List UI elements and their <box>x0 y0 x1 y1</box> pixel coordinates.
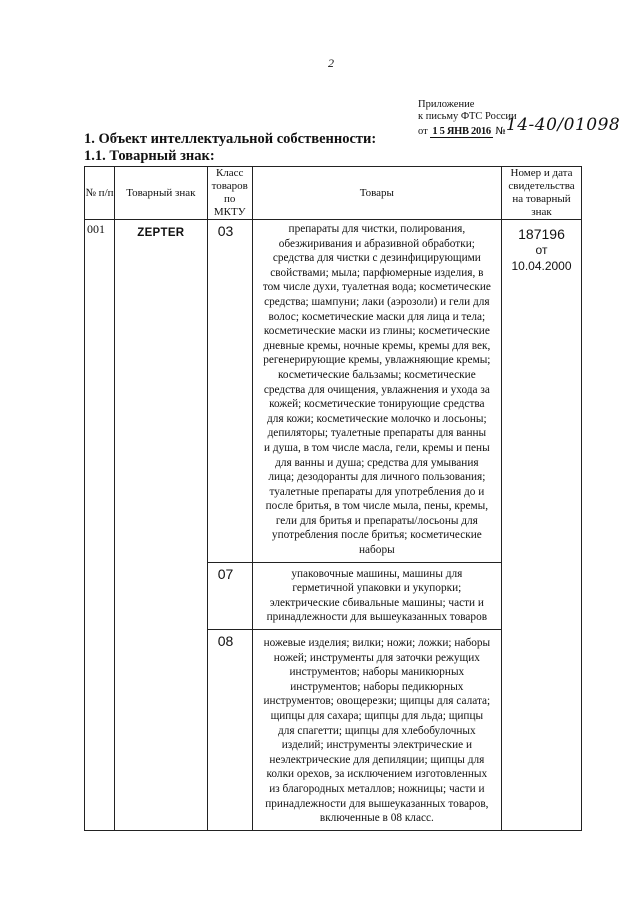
goods-line: депиляторы; туалетные препараты для ванны <box>267 427 487 440</box>
goods-line: изделий; инструменты электрические и <box>281 739 472 752</box>
trademark-cell <box>114 220 207 831</box>
goods-line: неэлектрические для депиляции; щипцы для <box>269 753 485 766</box>
goods-line: косметические бальзамы; косметические <box>277 368 476 381</box>
header-class: Класс товаров по МКТУ <box>207 167 252 220</box>
appendix-date: 1 5 ЯНВ 2016 <box>432 126 491 137</box>
goods-line: для кожи; косметические молочко и лосьоны; <box>267 412 487 425</box>
goods-line: щипцы для сахара; щипцы для льда; щипцы <box>270 710 484 722</box>
goods-line: наборы <box>359 544 395 557</box>
goods-line: после бритья, в том числе мыла, пены, кремы, <box>265 500 489 513</box>
goods-line: для ванны и душа; средства для умывания <box>275 456 479 469</box>
goods-line: для спагетти; щипцы для хлебобулочных <box>278 724 476 737</box>
header-num: № п/п <box>85 167 115 220</box>
header-goods: Товары <box>252 167 501 220</box>
header-mark: Товарный знак <box>114 167 207 220</box>
goods-line: инструментов; наборы педикюрных <box>290 680 464 693</box>
goods-line: свойствами; мыла; парфюмерные изделия, в <box>270 266 484 279</box>
goods-line: средства; шампуни; лаки (аэрозоли) и гели для <box>264 295 490 308</box>
appendix-letter-ref: к письму ФТС России <box>418 111 517 122</box>
certificate-date: 10.04.2000 <box>511 259 572 273</box>
class-number: 07 <box>207 562 252 629</box>
goods-line: препараты для чистки, полирования, <box>288 223 466 235</box>
goods-list <box>252 220 501 563</box>
goods-line: гели для бритья и препараты/лосьоны для <box>275 514 478 527</box>
certificate-from: от <box>535 243 548 257</box>
subsection-heading: 1.1. Товарный знак: <box>84 148 215 164</box>
goods-line: дневные кремы, ночные кремы, кремы для век, <box>263 339 491 352</box>
goods-line: средства для чистки с дезинфицирующими <box>272 252 481 265</box>
goods-line: включенные в 08 класс. <box>319 812 434 825</box>
goods-line: туалетные препараты для употребления до и <box>269 485 485 498</box>
table-row <box>85 220 582 563</box>
table-header-row <box>85 167 582 220</box>
goods-line: принадлежности для вышеуказанных товаров <box>266 611 488 624</box>
goods-line: том числе духи, туалетная вода; косметические <box>262 281 491 294</box>
goods-list <box>252 630 501 831</box>
class-number: 03 <box>207 220 252 563</box>
appendix-no-label: № <box>495 126 506 137</box>
header-cert: Номер и дата свидетельства на товарный знак <box>502 167 582 220</box>
row-number: 001 <box>85 220 115 831</box>
goods-list <box>252 562 501 629</box>
goods-line: герметичной упаковки и укупорки; <box>292 582 462 595</box>
goods-line: колки орехов, за исключением изготовленных <box>266 768 488 781</box>
goods-line: волос; косметические маски для лица и тела; <box>268 310 486 323</box>
appendix-doc-number: 14-40/01098 <box>505 115 621 135</box>
goods-line: регенерирующие кремы, увлажняющие кремы; <box>263 354 491 367</box>
goods-line: косметические маски из глины; косметические <box>263 325 490 338</box>
goods-line: ножевые изделия; вилки; ножи; ложки; наборы <box>263 637 491 650</box>
trademark-table <box>84 166 582 831</box>
goods-line: обезжиривания и абразивной обработки; <box>278 237 475 250</box>
goods-line: инструментов; наборы маникюрных <box>289 666 465 679</box>
goods-line: принадлежности для вышеуказанных товаров, <box>265 797 489 810</box>
class-number: 08 <box>207 630 252 831</box>
goods-line: упаковочные машины, машины для <box>291 567 463 580</box>
goods-line: средства для очищения, увлажнения и ухода за <box>263 383 490 396</box>
goods-line: кожей; косметические тонирующие средства <box>269 398 485 411</box>
goods-line: употребления после бритья; косметические <box>271 529 482 542</box>
goods-line: лица; дезодоранты для личного пользования; <box>268 471 486 484</box>
section-heading: 1. Объект интеллектуальной собственности: <box>84 131 377 147</box>
certificate-cell <box>502 220 582 831</box>
appendix-block <box>418 99 620 138</box>
goods-line: электрические сбивальные машины; части и <box>269 596 484 609</box>
appendix-prefix: от <box>418 126 428 137</box>
page-number: 2 <box>328 56 334 70</box>
goods-line: из благородных металлов; ножницы; части и <box>269 782 485 795</box>
appendix-title: Приложение <box>418 99 475 110</box>
goods-line: и душа, в том числе масла, гели, кремы и пены <box>263 441 490 454</box>
goods-line: ножей; инструменты для заточки режущих <box>273 651 480 664</box>
goods-line: инструментов; овощерезки; щипцы для салата; <box>263 695 491 708</box>
certificate-number: 187196 <box>518 226 565 242</box>
trademark-name: ZEPTER <box>137 227 185 239</box>
